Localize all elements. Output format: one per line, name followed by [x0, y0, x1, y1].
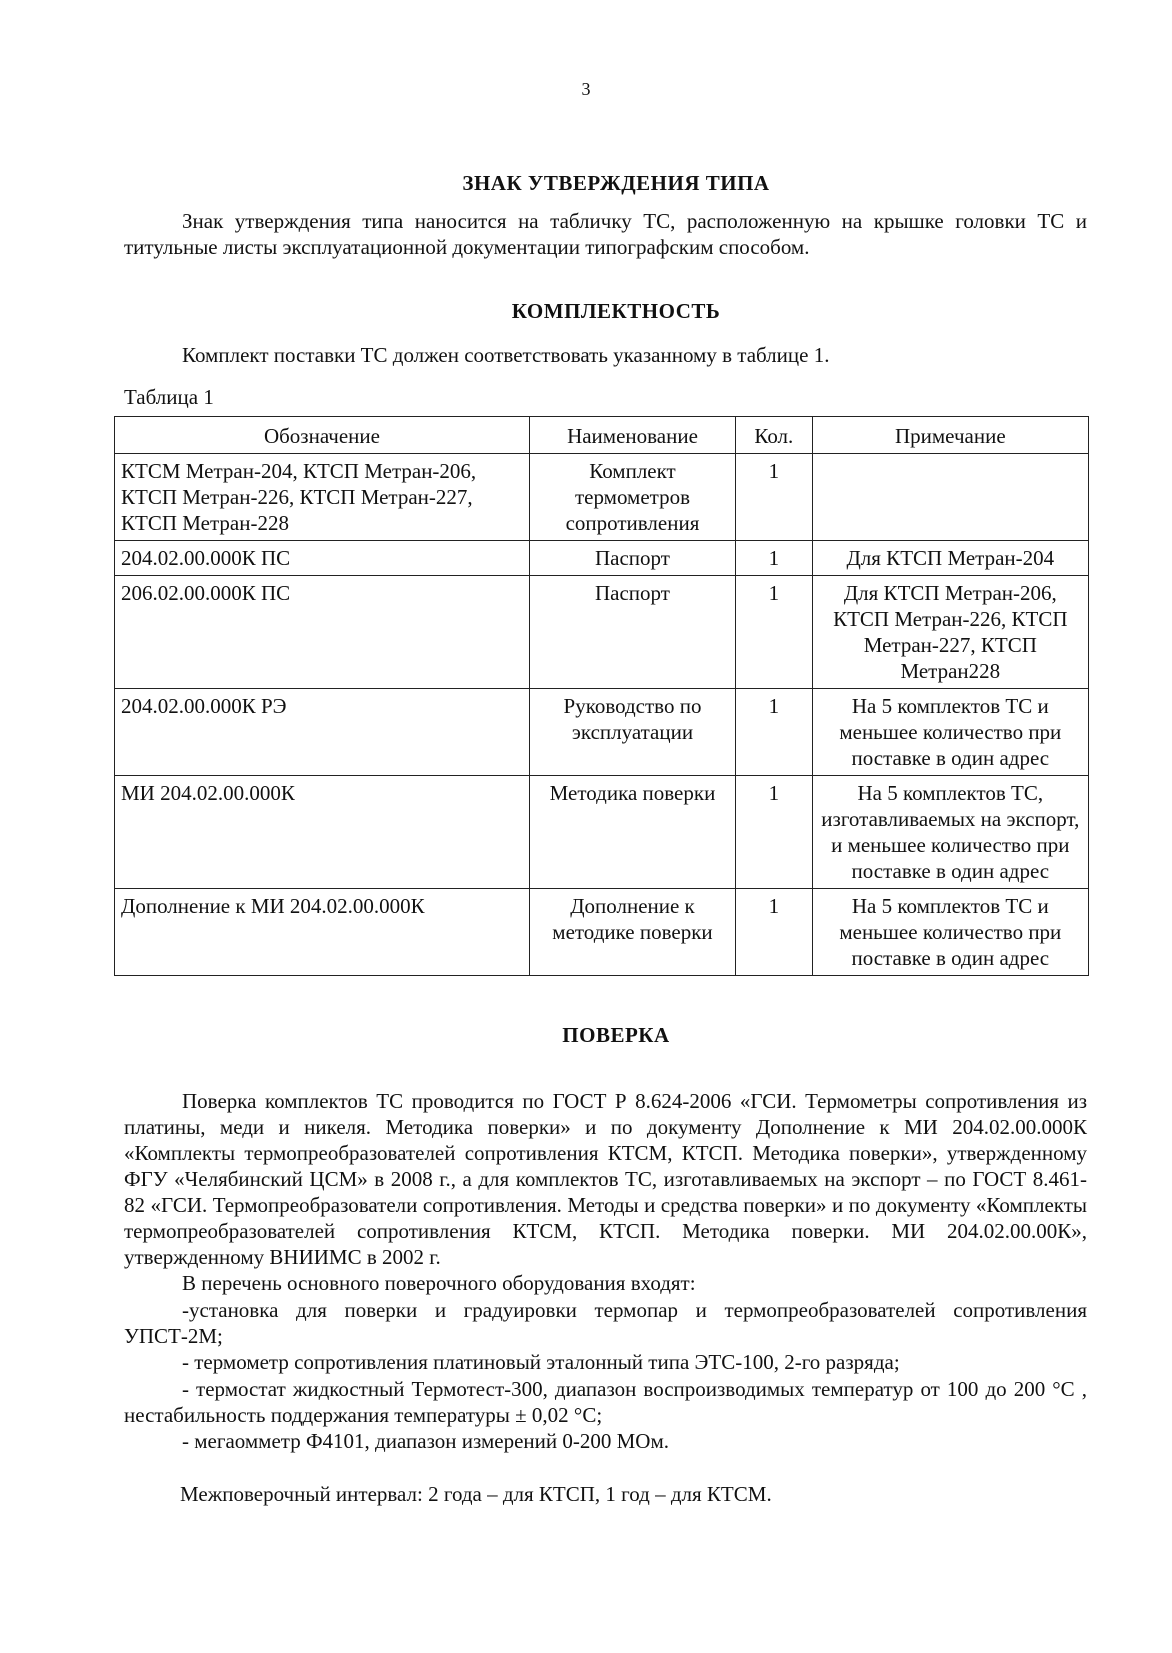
cell-name: Комплект термометров сопротивления — [529, 454, 735, 541]
table-row — [115, 689, 1089, 776]
verification-interval: Межповерочный интервал: 2 года – для КТСП, 1 год – для КТСМ. — [180, 1482, 772, 1506]
table-row — [115, 541, 1089, 576]
equipment-item: - термостат жидкостный Термотест-300, диапазон воспроизводимых температур от 100 до 200 °С , нестабильность поддержания температуры ± 0,02 °С; — [124, 1377, 1087, 1427]
cell-designation: МИ 204.02.00.000К — [115, 776, 530, 889]
table-caption: Таблица 1 — [124, 385, 214, 409]
cell-name: Дополнение к методике поверки — [529, 889, 735, 976]
column-header-note: Примечание — [812, 417, 1088, 454]
cell-designation: 204.02.00.000К ПС — [115, 541, 530, 576]
cell-quantity: 1 — [736, 776, 813, 889]
type-approval-paragraph: Знак утверждения типа наносится на табличку ТС, расположенную на крышке головки ТС и титульные листы эксплуатационной документации типографским способом. — [124, 209, 1087, 259]
section-heading-completeness: КОМПЛЕКТНОСТЬ — [511, 299, 721, 323]
table-row — [115, 454, 1089, 541]
equipment-intro: В перечень основного поверочного оборудования входят: — [182, 1271, 696, 1295]
section-heading-type-approval: ЗНАК УТВЕРЖДЕНИЯ ТИПА — [462, 171, 770, 195]
cell-quantity: 1 — [736, 541, 813, 576]
cell-note: Для КТСП Метран-206, КТСП Метран-226, КТСП Метран-227, КТСП Метран228 — [812, 576, 1088, 689]
cell-name: Руководство по эксплуатации — [529, 689, 735, 776]
table-row — [115, 776, 1089, 889]
cell-note: На 5 комплектов ТС и меньшее количество при поставке в один адрес — [812, 689, 1088, 776]
column-header-designation: Обозначение — [115, 417, 530, 454]
delivery-set-table — [114, 416, 1089, 976]
section-heading-verification: ПОВЕРКА — [562, 1023, 670, 1047]
cell-note — [812, 454, 1088, 541]
completeness-paragraph: Комплект поставки ТС должен соответствовать указанному в таблице 1. — [182, 343, 830, 367]
cell-name: Паспорт — [529, 541, 735, 576]
page-number: 3 — [581, 79, 591, 99]
table-row — [115, 576, 1089, 689]
cell-name: Методика поверки — [529, 776, 735, 889]
cell-note: На 5 комплектов ТС, изготавливаемых на экспорт, и меньшее количество при поставке в один адрес — [812, 776, 1088, 889]
cell-note: Для КТСП Метран-204 — [812, 541, 1088, 576]
column-header-quantity: Кол. — [736, 417, 813, 454]
equipment-item: - мегаомметр Ф4101, диапазон измерений 0-200 МОм. — [182, 1429, 669, 1453]
cell-designation: 206.02.00.000К ПС — [115, 576, 530, 689]
cell-quantity: 1 — [736, 889, 813, 976]
column-header-name: Наименование — [529, 417, 735, 454]
equipment-item: - термометр сопротивления платиновый эталонный типа ЭТС-100, 2-го разряда; — [182, 1350, 900, 1374]
cell-name: Паспорт — [529, 576, 735, 689]
cell-designation: 204.02.00.000К РЭ — [115, 689, 530, 776]
cell-quantity: 1 — [736, 576, 813, 689]
cell-quantity: 1 — [736, 454, 813, 541]
verification-paragraph: Поверка комплектов ТС проводится по ГОСТ Р 8.624-2006 «ГСИ. Термометры сопротивления из платины, меди и никеля. Методика поверки» и по документу Дополнение к МИ 204.02.00.000К «Комплекты термопреобразователей сопротивления КТСМ, КТСП. Методика поверки», утвержденному ФГУ «Челябинский ЦСМ» в 2008 г., а для комплектов ТС, изготавливаемых на экспорт – по ГОСТ 8.461-82 «ГСИ. Термопреобразователи сопротивления. Методы и средства поверки» и по документу «Комплекты термопреобразователей сопротивления КТСМ, КТСП. Методика поверки. МИ 204.02.00.00К», утвержденному ВНИИМС в 2002 г. — [124, 1089, 1087, 1269]
cell-quantity: 1 — [736, 689, 813, 776]
cell-designation: Дополнение к МИ 204.02.00.000К — [115, 889, 530, 976]
cell-designation: КТСМ Метран-204, КТСП Метран-206, КТСП Метран-226, КТСП Метран-227, КТСП Метран-228 — [115, 454, 530, 541]
equipment-item: -установка для поверки и градуировки термопар и термопреобразователей сопротивления УПСТ-2М; — [124, 1298, 1087, 1348]
table-header-row — [115, 417, 1089, 454]
table-row — [115, 889, 1089, 976]
cell-note: На 5 комплектов ТС и меньшее количество при поставке в один адрес — [812, 889, 1088, 976]
